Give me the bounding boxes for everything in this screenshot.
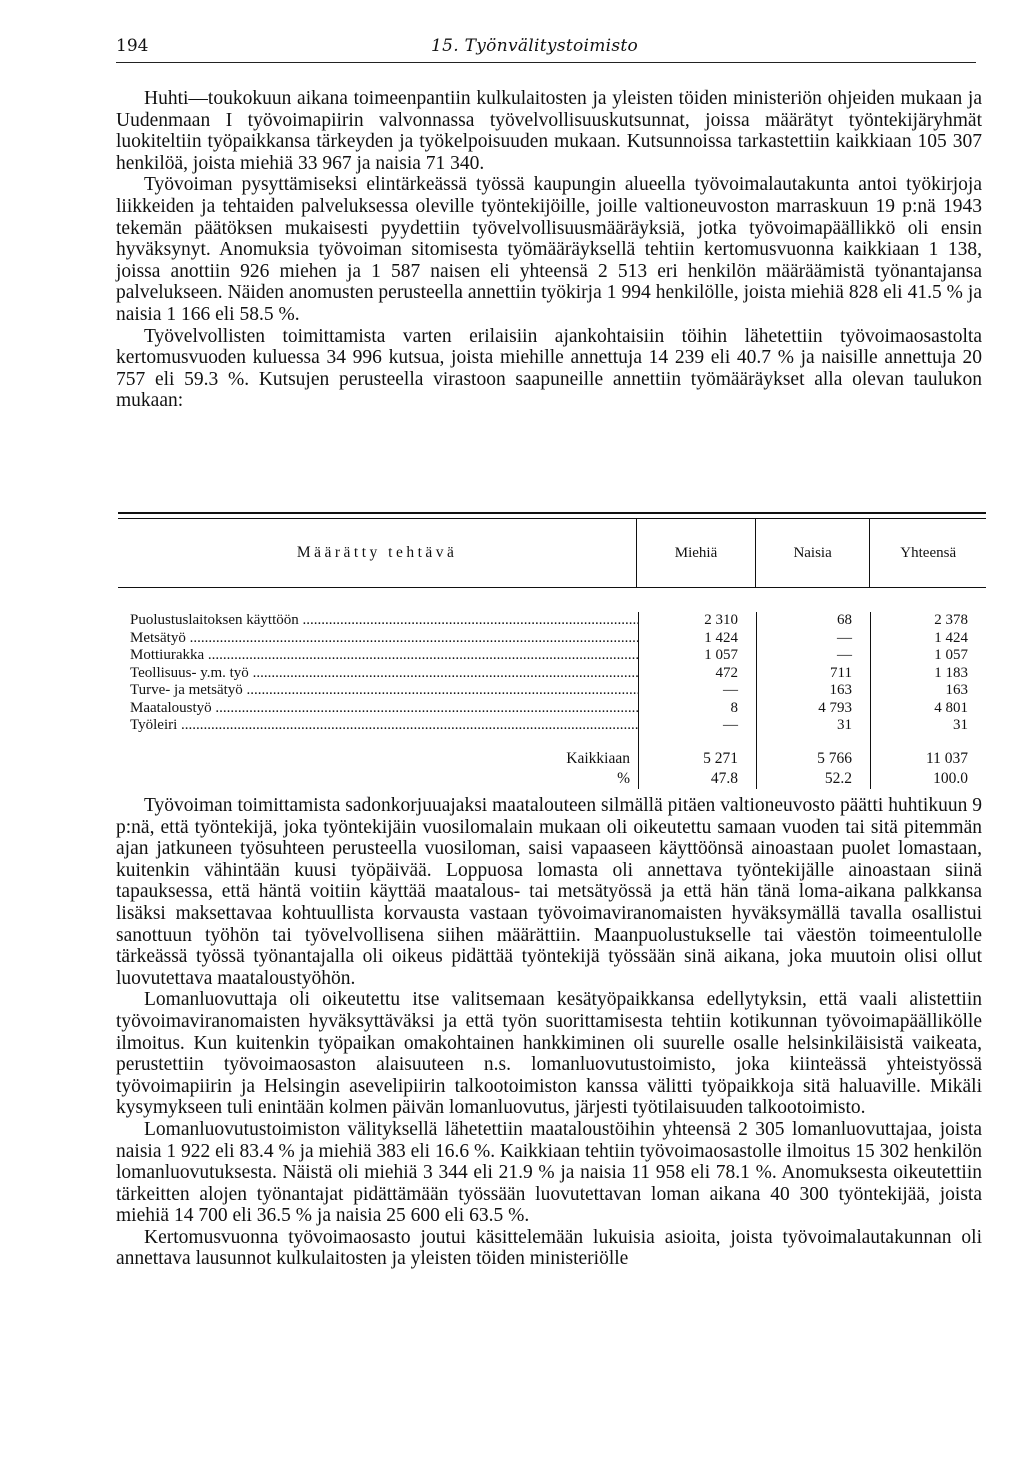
cell-total: 1 183 [870, 665, 986, 683]
paragraph: Työvoiman pysyttämiseksi elintärkeässä työssä kaupungin alueella työvoimalautakunta antoi työkirjoja liikkeiden ja tehtaiden palveluksessa oleville työntekijöille, joille valtioneuvoston marraskuun 19 p:nä 1943 tekemän päätöksen mukaisesti pyydettiin työvelvollisuusmääräyksiä, jotka työvoimapäällikkö oli ensin hyväksynyt. Anomuksia työvoiman sitomisesta työmääräyksellä tehtiin kertomusvuonna kaikkiaan 1 138, joissa anottiin 926 miehen ja 1 587 naisen eli yhteensä 2 513 eri henkilön määräämistä työnantajansa palvelukseen. Näiden anomusten perusteella annettiin työkirja 1 994 henkilölle, joista miehiä 828 eli 41.5 % ja naisia 1 166 eli 58.5 %. [116, 174, 982, 325]
cell-women: 4 793 [756, 700, 870, 718]
paragraph: Lomanluovuttaja oli oikeutettu itse valitsemaan kesätyöpaikkansa edellytyksin, että vaali alistettiin työvoimaviranomaisten hyväksyttäväksi ja että työn suorittamisesta tehtiin kotikunnan työvoimapäällikölle ilmoitus. Kun kuitenkin työpaikan omakohtainen hankkiminen oli suurelle osalle helsinkiläisistä vaikeata, perustettiin työvoimaosaston alaisuuteen n.s. lomanluovutustoimisto, joka kiinteässä yhteistyössä työvoimapiirin ja Helsingin asevelipiirin talkootoimiston kanssa välitti työpaikkoja sitä haluaville. Mikäli kysymykseen tuli enintään kolmen päivän lomanluovutus, järjesti työtilaisuuden talkootoimisto. [116, 989, 982, 1119]
cell-women: 5 766 [756, 749, 870, 769]
cell-total: 1 424 [870, 630, 986, 648]
cell-total: 31 [870, 717, 986, 735]
table-total-row [118, 749, 986, 769]
page-number: 194 [116, 36, 149, 56]
cell-men: 1 057 [638, 647, 756, 665]
table-row [118, 630, 986, 648]
table-percent-row [118, 769, 986, 789]
total-label: Kaikkiaan [566, 749, 630, 767]
table-row [118, 682, 986, 700]
cell-men: 472 [638, 665, 756, 683]
cell-total: 1 057 [870, 647, 986, 665]
cell-total: 2 378 [870, 612, 986, 630]
cell-women: 52.2 [756, 769, 870, 789]
cell-total: 100.0 [870, 769, 986, 789]
row-label: Turve- ja metsätyö [130, 682, 243, 698]
header-task: Määrätty tehtävä [296, 544, 458, 561]
paragraph: Kertomusvuonna työvoimaosasto joutui käsittelemään lukuisia asioita, joista työvoimalautakunnan oli annettava lausunnot kulkulaitosten ja yleisten töiden ministeriölle [116, 1226, 982, 1270]
header-men: Miehiä [636, 519, 755, 587]
cell-women: 711 [756, 665, 870, 683]
table-row [118, 612, 986, 630]
cell-men: 1 424 [638, 630, 756, 648]
row-label: Maataloustyö [130, 699, 212, 716]
table-row [118, 717, 986, 735]
cell-total: 4 801 [870, 700, 986, 718]
cell-men: — [638, 682, 756, 700]
cell-total: 163 [870, 682, 986, 700]
cell-women: 31 [756, 717, 870, 735]
paragraph: Huhti—toukokuun aikana toimeenpantiin kulkulaitosten ja yleisten töiden ministeriön ohjeiden mukaan ja Uudenmaan I työvoimapiirin valvonnassa työvelvollisuuskutsunnat, joissa määrätyt työntekijäryhmät luokiteltiin työpaikkansa tärkeyden ja työkelpoisuuden mukaan. Kutsunnoissa tarkastettiin kaikkiaan 105 307 henkilöä, joista miehiä 33 967 ja naisia 71 340. [116, 88, 982, 174]
table-rule [118, 512, 986, 514]
paragraph: Työvelvollisten toimittamista varten erilaisiin ajankohtaisiin töihin lähetettiin työvoimaosastolta kertomusvuoden kuluessa 34 996 kutsua, joista miehille annettuja 14 239 eli 40.7 % ja naisille annettuja 20 757 eli 59.3 %. Kutsujen perusteella virastoon saapuneille annettiin työmääräykset alla olevan taulukon mukaan: [116, 325, 982, 412]
cell-women: 68 [756, 612, 870, 630]
row-label: Metsätyö [130, 629, 186, 646]
running-head [116, 30, 976, 60]
text-block-bottom [116, 795, 982, 1270]
row-label: Mottiurakka [130, 647, 205, 663]
cell-women: — [756, 630, 870, 648]
text-block-top [116, 88, 982, 412]
cell-men: 8 [638, 700, 756, 718]
table-row [118, 665, 986, 683]
cell-men: — [638, 717, 756, 735]
assignment-table [118, 512, 986, 789]
percent-label: % [617, 769, 630, 787]
cell-total: 11 037 [870, 749, 986, 769]
row-label: Työleiri [130, 717, 178, 733]
paragraph: Työvoiman toimittamista sadonkorjuuajaksi maatalouteen silmällä pitäen valtioneuvosto päätti huhtikuun 9 p:nä, että työntekijä, joka työntekijäin vuosilomalain mukaan oli oikeutettu samaan vuoden tai sitä pitemmän ajan jatkuneen työsuhteen perusteella vuosiloman, saisi vapaaseen käyttöönsä ainoastaan puolet lomastaan, kuitenkin vähintään kuusi työpäivää. Loppuosa lomasta oli annettava työntekijälle ainoastaan siinä tapauksessa, että häntä voitiin käyttää maatalous- tai metsätyössä ja että hän tänä loma-aikana palkkansa lisäksi maksettavaa kohtuullista korvausta vastaan työvoimaviranomaisten hyväksymällä tavalla osallistui sanottuun työhön tai työvelvollisena siihen määrättiin. Maanpuolustukselle tai väestön toimeentulolle tärkeässä työssä työnantajalla oli oikeus pidättää työntekijä työssään sinä aikana, joka muutoin olisi ollut luovutettava maataloustyöhön. [116, 795, 982, 989]
header-women: Naisia [755, 519, 870, 587]
row-label: Teollisuus- y.m. työ [130, 664, 249, 681]
cell-men: 5 271 [638, 749, 756, 769]
table-spacer [118, 735, 986, 749]
table-header [118, 519, 986, 588]
cell-women: — [756, 647, 870, 665]
table-row [118, 647, 986, 665]
header-total: Yhteensä [869, 519, 986, 587]
row-label: Puolustuslaitoksen käyttöön [130, 612, 299, 628]
running-title: 15. Työnvälitystoimisto [431, 36, 639, 56]
cell-women: 163 [756, 682, 870, 700]
cell-men: 2 310 [638, 612, 756, 630]
header-rule [116, 62, 976, 63]
table-body [118, 588, 986, 789]
cell-men: 47.8 [638, 769, 756, 789]
table-row [118, 700, 986, 718]
paragraph: Lomanluovutustoimiston välityksellä lähetettiin maataloustöihin yhteensä 2 305 lomanluovuttajaa, joista naisia 1 922 eli 83.4 % ja miehiä 383 eli 16.6 %. Kaikkiaan tehtiin työvoimaosastolle ilmoitus 15 302 henkilön lomanluovutuksesta. Näistä oli miehiä 3 344 eli 21.9 % ja naisia 11 958 eli 78.1 %. Anomuksesta oikeutettiin tärkeitten alojen työnantajat pidättämään työssään luovutettavan loman aikana 40 300 työntekijää, joista miehiä 14 700 eli 36.5 % ja naisia 25 600 eli 63.5 %. [116, 1118, 982, 1227]
